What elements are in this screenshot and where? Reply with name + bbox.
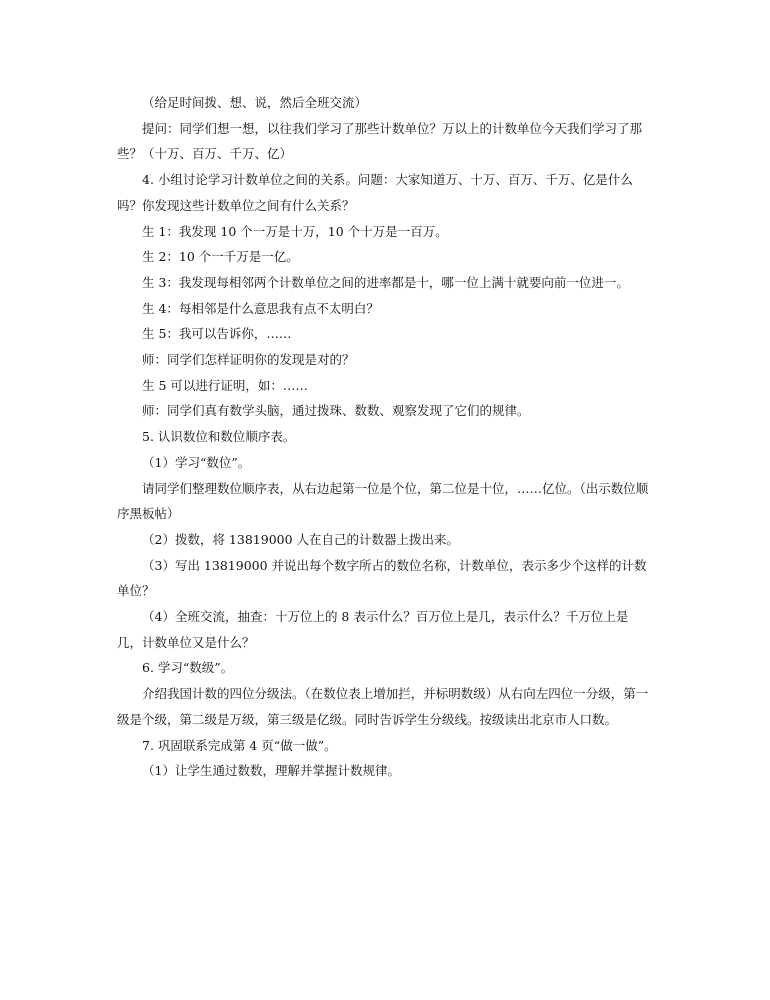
paragraph-8: 生 5：我可以告诉你，…… xyxy=(142,326,292,342)
paragraph-5: 生 2：10 个一千万是一亿。 xyxy=(142,249,299,265)
paragraph-7: 生 4：每相邻是什么意思我有点不太明白？ xyxy=(142,300,379,316)
paragraph-2: 提问：同学们想一想，以往我们学习了那些计数单位？万以上的计数单位今天我们学习了那些？（十万、百万、千万、亿） xyxy=(117,120,643,162)
paragraph-14: 请同学们整理数位顺序表，从右边起第一位是个位，第二位是十位，……亿位。（出示数位顺序黑板帖） xyxy=(117,480,649,522)
paragraph-17: （4）全班交流，抽查：十万位上的 8 表示什么？百万位上是几，表示什么？千万位上是几，计数单位又是什么？ xyxy=(117,609,629,650)
paragraph-3: 4. 小组讨论学习计数单位之间的关系。问题：大家知道万、十万、百万、千万、亿是什么吗？你发现这些计数单位之间有什么关系？ xyxy=(117,172,633,213)
paragraph-1: （给足时间拨、想、说，然后全班交流） xyxy=(142,95,368,110)
paragraph-16: （3）写出 13819000 并说出每个数字所占的数位名称，计数单位，表示多少个这样的计数单位？ xyxy=(117,557,647,599)
paragraph-12: 5. 认识数位和数位顺序表。 xyxy=(142,429,296,445)
document-body xyxy=(117,90,653,784)
paragraph-11: 师：同学们真有数学头脑，通过拨珠、数数、观察发现了它们的规律。 xyxy=(142,403,530,419)
paragraph-4: 生 1：我发现 10 个一万是十万，10 个十万是一百万。 xyxy=(142,223,448,239)
paragraph-21: （1）让学生通过数数，理解并掌握计数规律。 xyxy=(142,763,400,779)
paragraph-18: 6. 学习“数级”。 xyxy=(142,660,234,676)
paragraph-19: 介绍我国计数的四位分级法。（在数位表上增加拦，并标明数级）从右向左四位一分级，第一级是个级，第二级是万级，第三级是亿级。同时告诉学生分级线。按级读出北京市人口数。 xyxy=(117,686,649,727)
paragraph-6: 生 3：我发现每相邻两个计数单位之间的进率都是十，哪一位上满十就要向前一位进一。 xyxy=(142,274,629,290)
paragraph-15: （2）拨数，将 13819000 人在自己的计数器上拨出来。 xyxy=(142,531,460,547)
paragraph-9: 师：同学们怎样证明你的发现是对的？ xyxy=(142,352,355,368)
paragraph-10: 生 5 可以进行证明，如：…… xyxy=(142,377,308,393)
paragraph-20: 7. 巩固联系完成第 4 页“做一做”。 xyxy=(142,737,337,753)
paragraph-13: （1）学习“数位”。 xyxy=(142,454,251,470)
